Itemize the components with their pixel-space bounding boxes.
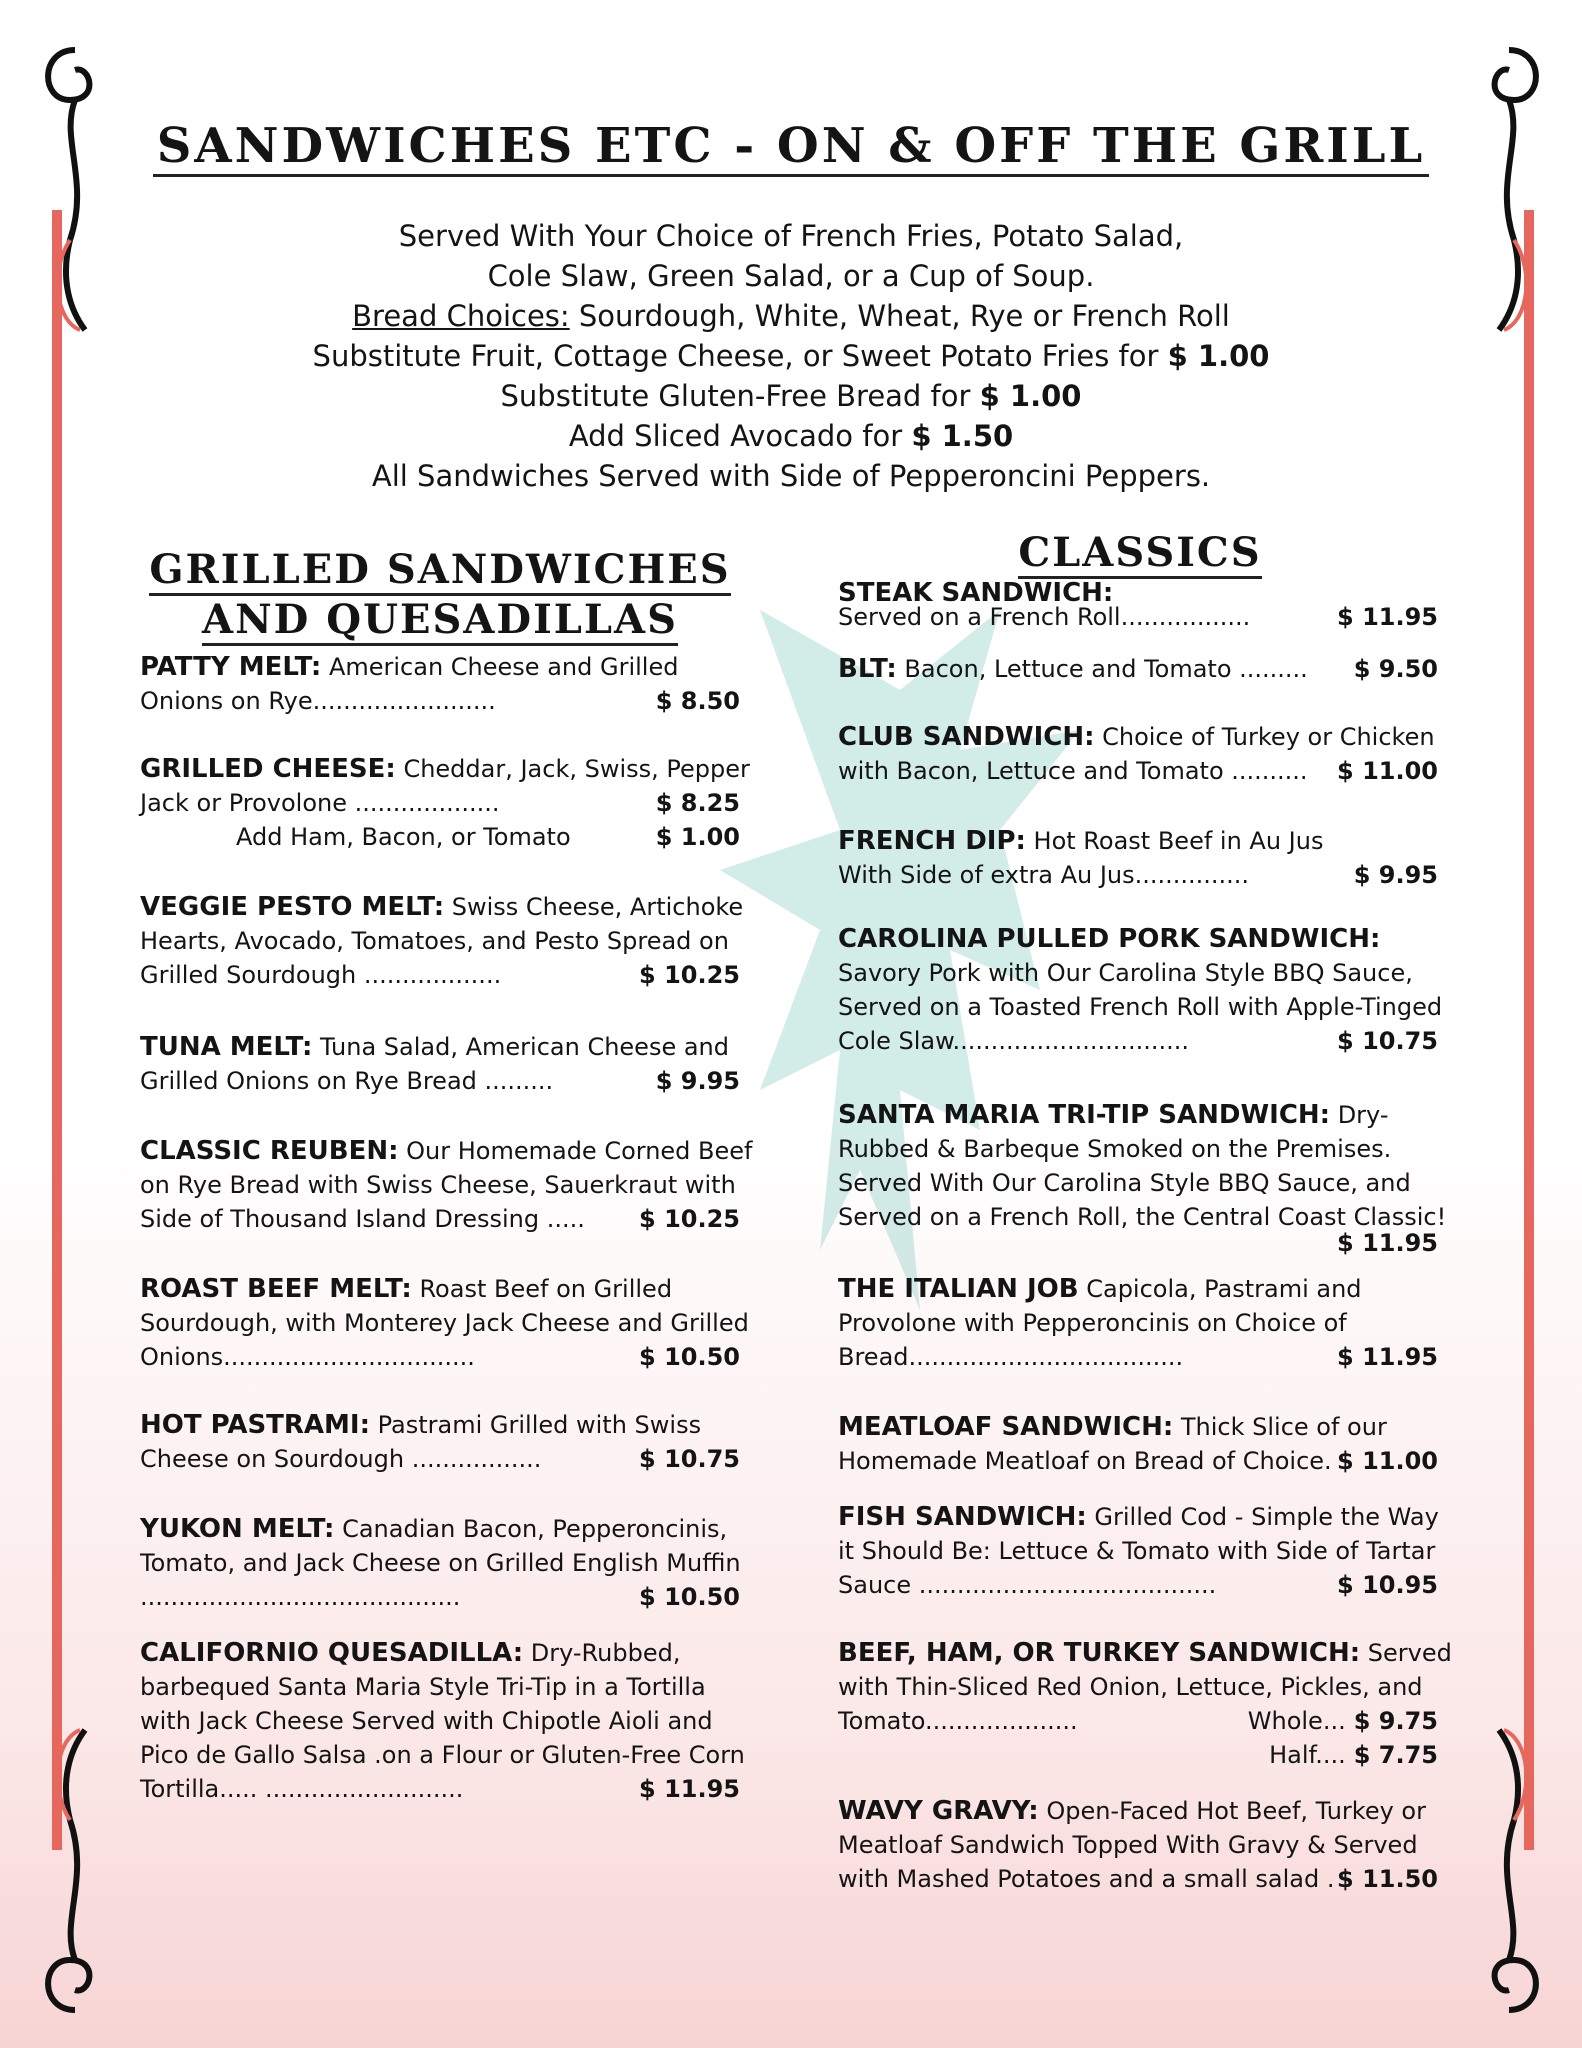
price: $ 11.95 — [1337, 1229, 1438, 1257]
menu-item-grilled-cheese: GRILLED CHEESE: Cheddar, Jack, Swiss, Pepper Jack or Provolone ................... $ 8.25 Add Ham, Bacon, or Tomato $ 1.00 — [140, 752, 740, 854]
grilled-section-heading: GRILLED SANDWICHES AND QUESADILLAS — [140, 545, 740, 645]
substitute-line: Substitute Fruit, Cottage Cheese, or Sweet Potato Fries for $ 1.00 — [312, 339, 1270, 373]
intro-line: Cole Slaw, Green Salad, or a Cup of Soup. — [487, 259, 1095, 293]
price: $ 9.75 — [1353, 1707, 1438, 1735]
menu-item-carolina-pulled-pork: CAROLINA PULLED PORK SANDWICH: Savory Pork with Our Carolina Style BBQ Sauce, Served on a Toasted French Roll with Apple-Tinged Cole Slaw............................... $ 10.75 — [838, 922, 1438, 1058]
menu-item-yukon-melt: YUKON MELT: Canadian Bacon, Pepperoncinis, Tomato, and Jack Cheese on Grilled English Muffin .......................................... $ 10.50 — [140, 1512, 740, 1614]
menu-item-beef-ham-turkey: BEEF, HAM, OR TURKEY SANDWICH: Served with Thin-Sliced Red Onion, Lettuce, Pickles, and Tomato.................... $ 9.75 Whole... $ 7.75 Half.... — [838, 1636, 1438, 1772]
price: $ 9.50 — [1353, 655, 1438, 683]
menu-item-santa-maria-tri-tip: SANTA MARIA TRI-TIP SANDWICH: Dry- Rubbed & Barbeque Smoked on the Premises. Served With Our Carolina Style BBQ Sauce, and Served on a French Roll, the Central Coast Classic! $ 11.95 — [838, 1098, 1438, 1260]
price: $ 11.95 — [639, 1775, 740, 1803]
menu-item-classic-reuben: CLASSIC REUBEN: Our Homemade Corned Beef on Rye Bread with Swiss Cheese, Sauerkraut with Side of Thousand Island Dressing ..... $ 10.25 — [140, 1134, 740, 1236]
menu-item-italian-job: THE ITALIAN JOB Capicola, Pastrami and Provolone with Pepperoncinis on Choice of Bread.................................... $ 11.95 — [838, 1272, 1438, 1374]
price: $ 8.25 — [655, 789, 740, 817]
menu-item-wavy-gravy: WAVY GRAVY: Open-Faced Hot Beef, Turkey or Meatloaf Sandwich Topped With Gravy & Served with Mashed Potatoes and a small salad . $ 11.50 — [838, 1794, 1438, 1896]
intro-line: Served With Your Choice of French Fries, Potato Salad, — [398, 219, 1184, 253]
menu-item-meatloaf-sandwich: MEATLOAF SANDWICH: Thick Slice of our Homemade Meatloaf on Bread of Choice. $ 11.00 — [838, 1410, 1438, 1478]
bread-choices-label: Bread Choices: — [352, 299, 570, 333]
peppers-line: All Sandwiches Served with Side of Pepperoncini Peppers. — [371, 459, 1211, 493]
price: $ 8.50 — [655, 687, 740, 715]
price: $ 11.95 — [1337, 1343, 1438, 1371]
gluten-free-line: Substitute Gluten-Free Bread for $ 1.00 — [500, 379, 1082, 413]
bottom-right-scroll-ornament — [1464, 1720, 1554, 2020]
menu-item-fish-sandwich: FISH SANDWICH: Grilled Cod - Simple the Way it Should Be: Lettuce & Tomato with Side of Tartar Sauce ....................................... $ 10.95 — [838, 1500, 1438, 1602]
bottom-left-scroll-ornament — [30, 1720, 120, 2020]
menu-item-club-sandwich: CLUB SANDWICH: Choice of Turkey or Chicken with Bacon, Lettuce and Tomato .......... $ 11.00 — [838, 720, 1438, 788]
classics-section-heading: CLASSICS — [1000, 528, 1280, 578]
menu-item-roast-beef-melt: ROAST BEEF MELT: Roast Beef on Grilled Sourdough, with Monterey Jack Cheese and Grilled Onions................................. $ 10.50 — [140, 1272, 740, 1374]
menu-item-tuna-melt: TUNA MELT: Tuna Salad, American Cheese and Grilled Onions on Rye Bread ......... $ 9.95 — [140, 1030, 740, 1098]
price: $ 10.75 — [1337, 1027, 1438, 1055]
page-title: SANDWICHES ETC - ON & OFF THE GRILL — [0, 118, 1582, 174]
menu-item-patty-melt: PATTY MELT: American Cheese and Grilled Onions on Rye........................ $ 8.50 — [140, 650, 740, 718]
price: $ 9.95 — [1353, 861, 1438, 889]
price: $ 1.00 — [655, 823, 740, 851]
price: $ 11.95 — [1337, 603, 1438, 631]
price: $ 10.50 — [639, 1583, 740, 1611]
avocado-line: Add Sliced Avocado for $ 1.50 — [568, 419, 1014, 453]
bread-choices-line: Bread Choices: Sourdough, White, Wheat, Rye or French Roll — [352, 299, 1230, 333]
intro-block — [0, 216, 1582, 496]
price: $ 11.00 — [1337, 757, 1438, 785]
price: $ 10.50 — [639, 1343, 740, 1371]
menu-item-blt: BLT: Bacon, Lettuce and Tomato ......... $ 9.50 — [838, 654, 1438, 684]
price: $ 11.50 — [1337, 1865, 1438, 1893]
menu-item-hot-pastrami: HOT PASTRAMI: Pastrami Grilled with Swiss Cheese on Sourdough ................. $ 10.75 — [140, 1408, 740, 1476]
menu-item-steak-sandwich: STEAK SANDWICH: Served on a French Roll................. $ 11.95 — [838, 576, 1438, 634]
menu-item-veggie-pesto-melt: VEGGIE PESTO MELT: Swiss Cheese, Artichoke Hearts, Avocado, Tomatoes, and Pesto Spread on Grilled Sourdough .................. $ 10.25 — [140, 890, 740, 992]
price: $ 9.95 — [655, 1067, 740, 1095]
price: $ 10.75 — [639, 1445, 740, 1473]
price: $ 10.25 — [639, 961, 740, 989]
price: $ 7.75 — [1353, 1741, 1438, 1769]
price: $ 11.00 — [1337, 1447, 1438, 1475]
price: $ 10.25 — [639, 1205, 740, 1233]
menu-item-californio-quesadilla: CALIFORNIO QUESADILLA: Dry-Rubbed, barbequed Santa Maria Style Tri-Tip in a Tortilla with Jack Cheese Served with Chipotle Aioli and Pico de Gallo Salsa .on a Flour or Gluten-Free Corn Tortilla..... .......................... $ 11.95 — [140, 1636, 740, 1806]
menu-item-french-dip: FRENCH DIP: Hot Roast Beef in Au Jus With Side of extra Au Jus............... $ 9.95 — [838, 824, 1438, 892]
price: $ 10.95 — [1337, 1571, 1438, 1599]
